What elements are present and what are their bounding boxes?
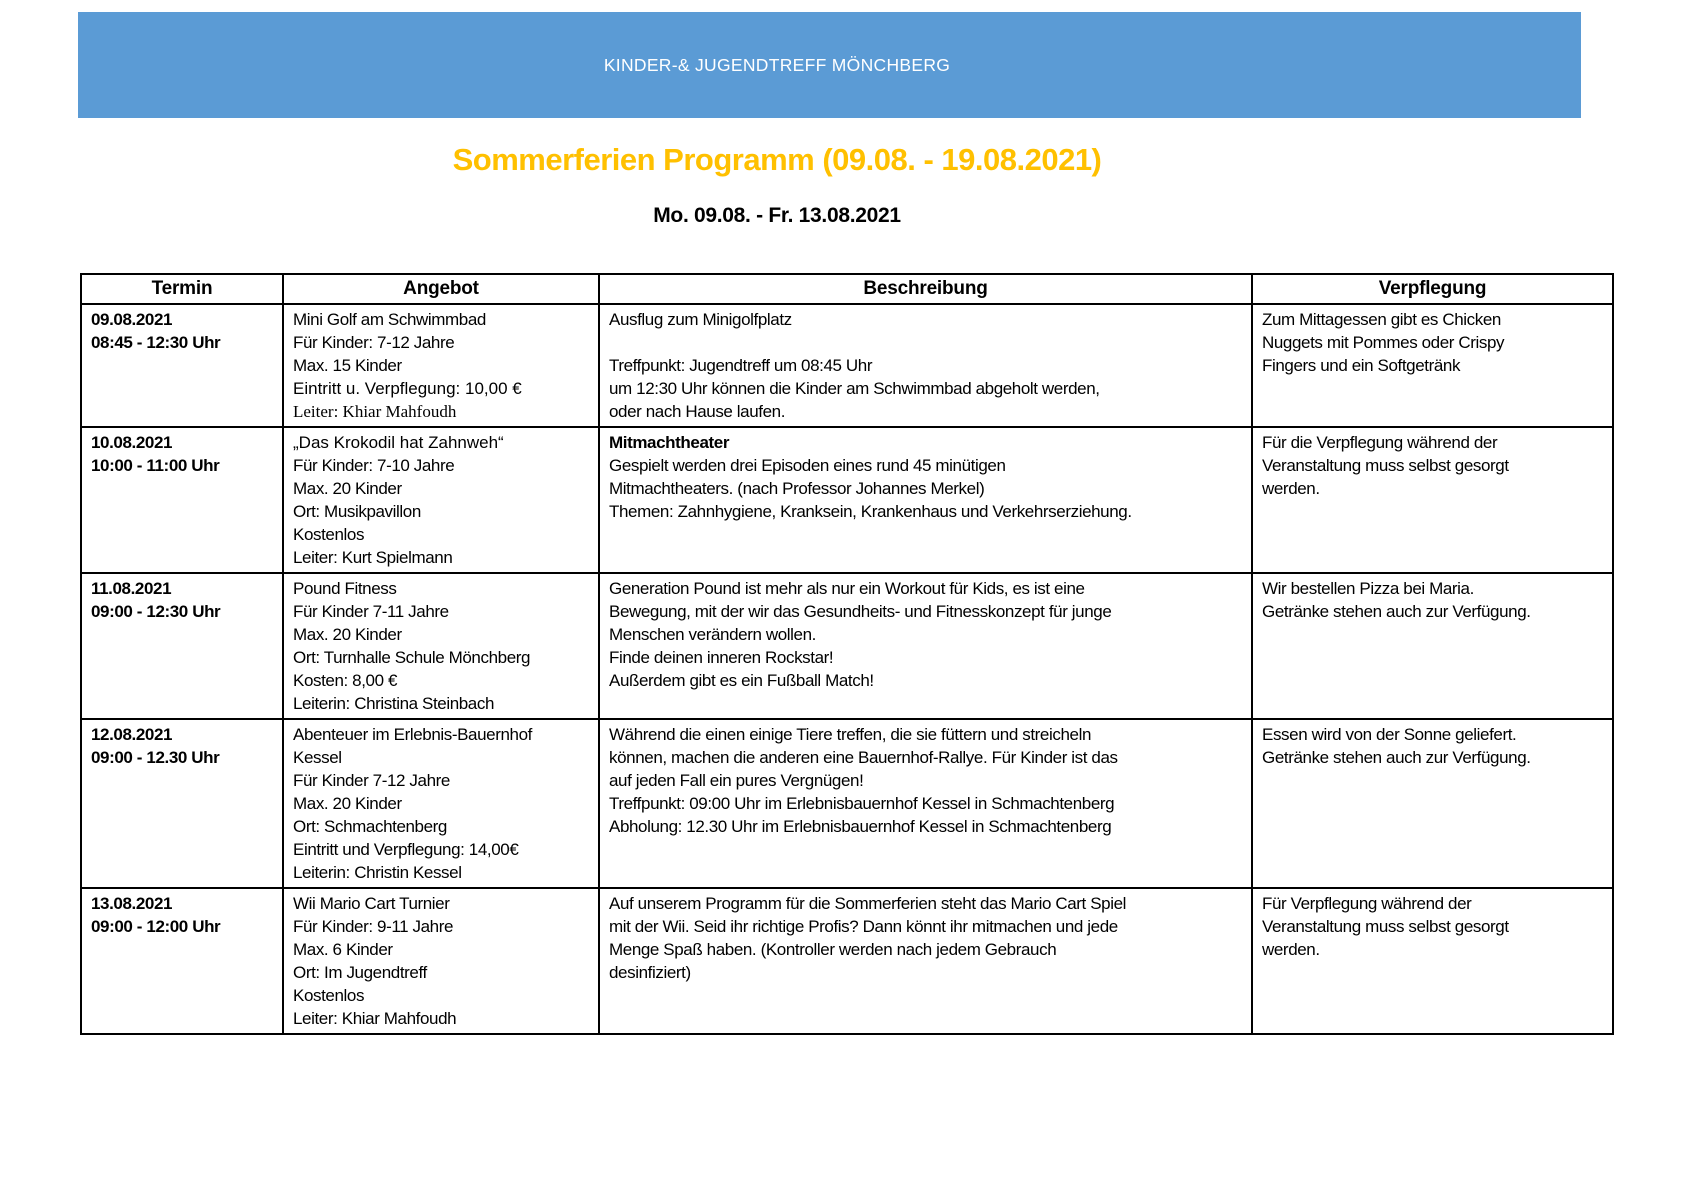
- table-row: [81, 888, 1613, 1034]
- text-line: Max. 20 Kinder: [293, 479, 402, 498]
- text-line: Max. 15 Kinder: [293, 356, 402, 375]
- table-header-row: [81, 274, 1613, 304]
- text-line: Gespielt werden drei Episoden eines rund 45 minütigen: [609, 456, 1006, 475]
- cell-beschreibung: [599, 304, 1252, 427]
- text-line: 09:00 - 12.30 Uhr: [91, 748, 220, 767]
- page-title: Sommerferien Programm (09.08. - 19.08.2021): [452, 142, 1102, 177]
- week-range-subtitle: Mo. 09.08. - Fr. 13.08.2021: [653, 204, 901, 227]
- cell-angebot: [283, 719, 599, 888]
- text-line: 08:45 - 12:30 Uhr: [91, 333, 221, 352]
- text-line: oder nach Hause laufen.: [609, 402, 786, 421]
- text-line: Für Verpflegung während der: [1262, 894, 1472, 913]
- text-line: „Das Krokodil hat Zahnweh“: [293, 433, 504, 452]
- text-line: Außerdem gibt es ein Fußball Match!: [609, 671, 874, 690]
- cell-termin: [81, 427, 283, 573]
- text-line: 09.08.2021: [91, 310, 173, 329]
- text-line: desinfiziert): [609, 963, 691, 982]
- text-line: Ort: Musikpavillon: [293, 502, 421, 521]
- text-line: Mitmachtheaters. (nach Professor Johannes Merkel): [609, 479, 985, 498]
- text-line: Treffpunkt: Jugendtreff um 08:45 Uhr: [609, 356, 873, 375]
- text-line: werden.: [1262, 940, 1320, 959]
- text-line: Leiter: Khiar Mahfoudh: [293, 402, 457, 421]
- text-line: Max. 20 Kinder: [293, 625, 402, 644]
- cell-termin: [81, 304, 283, 427]
- table-row: [81, 427, 1613, 573]
- cell-beschreibung: [599, 719, 1252, 888]
- text-line: Veranstaltung muss selbst gesorgt: [1262, 456, 1509, 475]
- text-line: Getränke stehen auch zur Verfügung.: [1262, 748, 1531, 767]
- text-line: Fingers und ein Softgetränk: [1262, 356, 1461, 375]
- text-line: Ort: Turnhalle Schule Mönchberg: [293, 648, 531, 667]
- text-line: Eintritt und Verpflegung: 14,00€: [293, 840, 519, 859]
- table-row: [81, 719, 1613, 888]
- cell-termin: [81, 719, 283, 888]
- text-line: Pound Fitness: [293, 579, 397, 598]
- text-line: [609, 331, 1245, 354]
- text-line: Leiterin: Christina Steinbach: [293, 694, 495, 713]
- text-line: Kostenlos: [293, 525, 365, 544]
- text-line: Nuggets mit Pommes oder Crispy: [1262, 333, 1505, 352]
- text-line: Finde deinen inneren Rockstar!: [609, 648, 834, 667]
- text-line: Menge Spaß haben. (Kontroller werden nach jedem Gebrauch: [609, 940, 1057, 959]
- text-line: Wir bestellen Pizza bei Maria.: [1262, 579, 1474, 598]
- text-line: Mitmachtheater: [609, 433, 730, 452]
- program-table-body: [81, 304, 1613, 1034]
- column-header-angebot: Angebot: [283, 274, 599, 304]
- text-line: Kosten: 8,00 €: [293, 671, 398, 690]
- cell-verpflegung: [1252, 888, 1613, 1034]
- text-line: Für die Verpflegung während der: [1262, 433, 1498, 452]
- column-header-verpflegung: Verpflegung: [1252, 274, 1613, 304]
- text-line: mit der Wii. Seid ihr richtige Profis? Dann könnt ihr mitmachen und jede: [609, 917, 1118, 936]
- text-line: Wii Mario Cart Turnier: [293, 894, 450, 913]
- cell-beschreibung: [599, 427, 1252, 573]
- text-line: Getränke stehen auch zur Verfügung.: [1262, 602, 1531, 621]
- text-line: Ort: Schmachtenberg: [293, 817, 447, 836]
- text-line: um 12:30 Uhr können die Kinder am Schwimmbad abgeholt werden,: [609, 379, 1100, 398]
- text-line: Zum Mittagessen gibt es Chicken: [1262, 310, 1501, 329]
- text-line: Kessel: [293, 748, 342, 767]
- text-line: Kostenlos: [293, 986, 365, 1005]
- header-banner: [78, 12, 1581, 118]
- cell-verpflegung: [1252, 427, 1613, 573]
- text-line: Für Kinder: 7-10 Jahre: [293, 456, 455, 475]
- text-line: 09:00 - 12:00 Uhr: [91, 917, 221, 936]
- column-header-termin: Termin: [81, 274, 283, 304]
- table-row: [81, 573, 1613, 719]
- text-line: Für Kinder: 7-12 Jahre: [293, 333, 455, 352]
- text-line: Während die einen einige Tiere treffen, die sie füttern und streicheln: [609, 725, 1092, 744]
- cell-angebot: [283, 888, 599, 1034]
- text-line: Bewegung, mit der wir das Gesundheits- und Fitnesskonzept für junge: [609, 602, 1112, 621]
- org-title: KINDER-& JUGENDTREFF MÖNCHBERG: [603, 55, 951, 75]
- text-line: 12.08.2021: [91, 725, 173, 744]
- text-line: Für Kinder 7-11 Jahre: [293, 602, 449, 621]
- cell-verpflegung: [1252, 573, 1613, 719]
- text-line: Leiter: Kurt Spielmann: [293, 548, 453, 567]
- text-line: Max. 20 Kinder: [293, 794, 402, 813]
- cell-angebot: [283, 304, 599, 427]
- text-line: Ausflug zum Minigolfplatz: [609, 310, 792, 329]
- cell-termin: [81, 888, 283, 1034]
- cell-angebot: [283, 573, 599, 719]
- text-line: 09:00 - 12:30 Uhr: [91, 602, 221, 621]
- text-line: Essen wird von der Sonne geliefert.: [1262, 725, 1517, 744]
- text-line: Abholung: 12.30 Uhr im Erlebnisbauernhof Kessel in Schmachtenberg: [609, 817, 1112, 836]
- cell-termin: [81, 573, 283, 719]
- text-line: Für Kinder 7-12 Jahre: [293, 771, 450, 790]
- text-line: Leiterin: Christin Kessel: [293, 863, 462, 882]
- text-line: Für Kinder: 9-11 Jahre: [293, 917, 454, 936]
- text-line: auf jeden Fall ein pures Vergnügen!: [609, 771, 864, 790]
- text-line: Themen: Zahnhygiene, Kranksein, Krankenhaus und Verkehrserziehung.: [609, 502, 1132, 521]
- text-line: können, machen die anderen eine Bauernhof-Rallye. Für Kinder ist das: [609, 748, 1118, 767]
- text-line: werden.: [1262, 479, 1320, 498]
- text-line: 11.08.2021: [91, 579, 172, 598]
- text-line: Mini Golf am Schwimmbad: [293, 310, 486, 329]
- cell-verpflegung: [1252, 304, 1613, 427]
- text-line: Auf unserem Programm für die Sommerferien steht das Mario Cart Spiel: [609, 894, 1127, 913]
- text-line: 10.08.2021: [91, 433, 173, 452]
- text-line: Abenteuer im Erlebnis-Bauernhof: [293, 725, 532, 744]
- text-line: Menschen verändern wollen.: [609, 625, 816, 644]
- text-line: Generation Pound ist mehr als nur ein Workout für Kids, es ist eine: [609, 579, 1085, 598]
- text-line: Leiter: Khiar Mahfoudh: [293, 1009, 457, 1028]
- cell-angebot: [283, 427, 599, 573]
- cell-beschreibung: [599, 573, 1252, 719]
- text-line: Treffpunkt: 09:00 Uhr im Erlebnisbauernhof Kessel in Schmachtenberg: [609, 794, 1115, 813]
- cell-verpflegung: [1252, 719, 1613, 888]
- text-line: Max. 6 Kinder: [293, 940, 393, 959]
- text-line: 13.08.2021: [91, 894, 173, 913]
- text-line: Eintritt u. Verpflegung: 10,00 €: [293, 379, 522, 398]
- column-header-beschreibung: Beschreibung: [599, 274, 1252, 304]
- cell-beschreibung: [599, 888, 1252, 1034]
- text-line: Veranstaltung muss selbst gesorgt: [1262, 917, 1509, 936]
- text-line: 10:00 - 11:00 Uhr: [91, 456, 220, 475]
- table-row: [81, 304, 1613, 427]
- text-line: Ort: Im Jugendtreff: [293, 963, 427, 982]
- program-table: [80, 273, 1614, 1035]
